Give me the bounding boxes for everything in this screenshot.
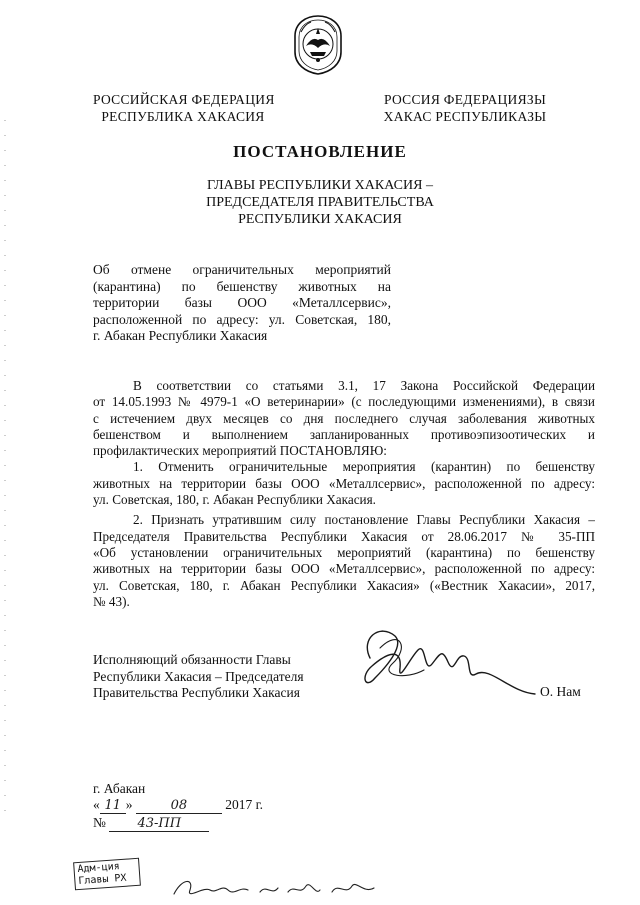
header-right-line: РОССИЯ ФЕДЕРАЦИЯЗЫ [383,92,547,107]
body-line: «Об установлении ограничительных мероприятий (карантина) по бешенству [93,544,595,560]
date-open-quote: « [93,797,100,812]
issuer-line: ПРЕДСЕДАТЕЛЯ ПРАВИТЕЛЬСТВА [206,195,434,210]
body-line: профилактических мероприятий ПОСТАНОВЛЯЮ: [93,443,387,459]
subject-line: г. Абакан Республики Хакасия [93,328,268,343]
body-line: от 14.05.1993 № 4979-1 «О ветеринарии» (с последующими изменениями), в связи [93,394,595,410]
margin-dots [3,120,7,820]
body-line: животных на территории базы ООО «Металлсервис», расположенной по адресу: [93,561,595,577]
handwritten-note [170,872,380,902]
subject-line: Об отмене ограничительных мероприятий [93,262,391,277]
place-of-issue: г. Абакан [93,781,146,796]
header-left-line: РОССИЙСКАЯ ФЕДЕРАЦИЯ [93,92,275,107]
date-month: 08 [136,798,222,814]
header-right [380,91,550,125]
body-line: ул. Советская, 180, г. Абакан Республики Хакасия. [93,492,376,508]
signatory-position [93,652,353,702]
body-line: В соответствии со статьями 3.1, 17 Закона Российской Федерации [133,378,595,393]
header-left-line: РЕСПУБЛИКА ХАКАСИЯ [101,109,265,124]
date-close-quote: » [125,797,133,812]
body-line: 2. Признать утратившим силу постановление Главы Республики Хакасия – [133,512,595,528]
paragraph-3 [93,512,595,610]
body-line: животных на территории базы ООО «Металлсервис», расположенной по адресу: [93,475,595,491]
stamp-line: Главы РХ [78,872,127,887]
issuer-line: ГЛАВЫ РЕСПУБЛИКИ ХАКАСИЯ – [207,178,433,193]
signer-name: О. Нам [540,684,581,699]
handwritten-signature [340,618,540,704]
number-value: 43-ПП [109,816,209,832]
issuer-line: РЕСПУБЛИКИ ХАКАСИЯ [238,212,402,227]
number-sign: № [93,815,106,830]
subject-line: (карантина) по бешенству животных на [93,278,391,294]
body-line: ул. Советская, 180, г. Абакан Республики Хакасия» («Вестник Хакасии», 2017, [93,577,595,593]
document-body [93,378,595,610]
date-year: 2017 г. [225,797,264,812]
body-line: № 43). [93,593,130,609]
issue-date [93,797,263,814]
paragraph-2 [93,459,595,508]
body-line: Председателя Правительства Республики Хакасия от 28.06.2017 № 35-ПП [93,528,595,544]
registration-stamp [73,858,141,891]
subject-line: расположенной по адресу: ул. Советская, 180, [93,311,391,327]
document-number [93,815,209,832]
date-day: 11 [100,798,126,814]
paragraph-1 [93,378,595,459]
stamp-line: Адм-ция [77,861,121,876]
document-subject [93,262,391,345]
body-line: 1. Отменить ограничительные мероприятия (карантин) по бешенству [133,459,595,475]
header-right-line: ХАКАС РЕСПУБЛИКАЗЫ [383,109,547,124]
body-line: бешенством и выполнением запланированных противоэпизоотических и [93,426,595,442]
document-type: ПОСТАНОВЛЕНИЕ [233,142,407,161]
position-line: Республики Хакасия – Председателя [93,668,304,684]
position-line: Исполняющий обязанности Главы [93,652,291,667]
body-line: с истечением двух месяцев со дня последнего случая заболевания животных [93,410,595,426]
subject-line: территории базы ООО «Металлсервис», [93,295,391,310]
position-line: Правительства Республики Хакасия [93,685,300,700]
coat-of-arms-icon [291,14,345,76]
issuer [0,177,640,228]
header-left [93,91,273,125]
